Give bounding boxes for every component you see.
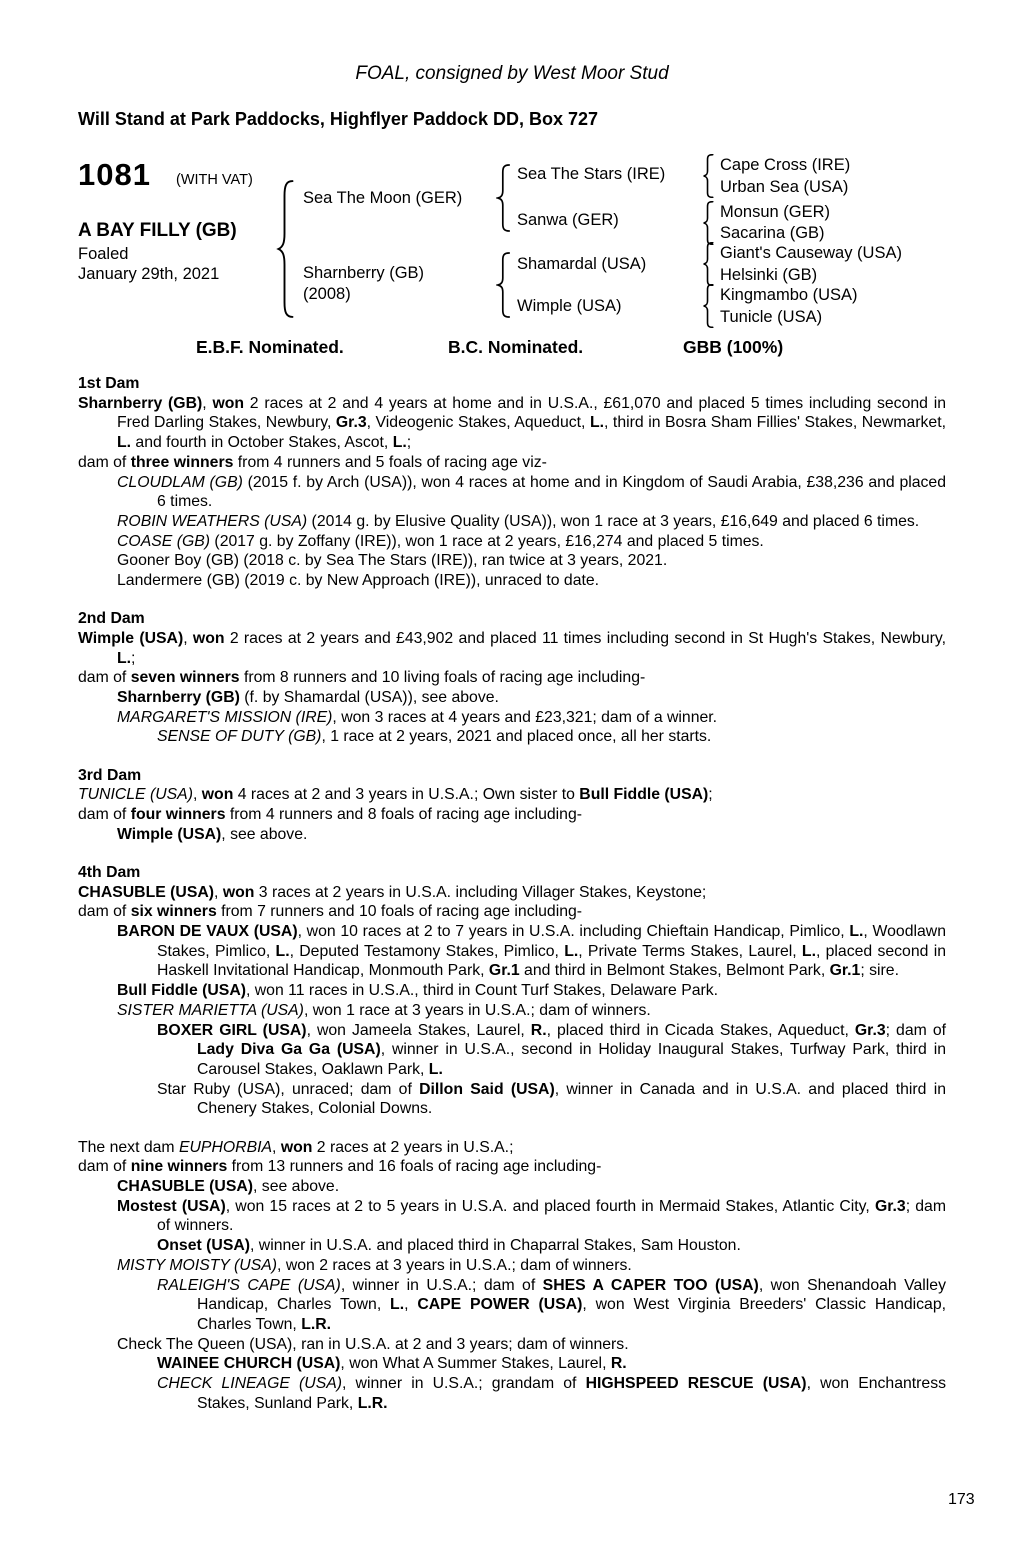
pedigree-paragraph: CHECK LINEAGE (USA), winner in U.S.A.; grandam of HIGHSPEED RESCUE (USA), won Enchantress Stakes, Sunland Park, L.R. bbox=[157, 1375, 947, 1412]
gen2-name-sire-sire: Sea The Stars (IRE) bbox=[517, 165, 666, 183]
section-heading: 3rd Dam bbox=[78, 766, 142, 784]
page-title: FOAL, consigned by West Moor Stud bbox=[355, 63, 669, 84]
pedigree-paragraph: dam of six winners from 7 runners and 10 foals of racing age including- bbox=[78, 903, 583, 921]
section-next-dam bbox=[78, 1138, 946, 1414]
foaled-date: January 29th, 2021 bbox=[78, 265, 220, 283]
pedigree-paragraph: Bull Fiddle (USA), won 11 races in U.S.A., third in Count Turf Stakes, Delaware Park. bbox=[117, 982, 719, 1000]
section-heading: 2nd Dam bbox=[78, 610, 145, 628]
section-second-dam bbox=[78, 609, 946, 747]
sire-name: Sea The Moon (GER) bbox=[303, 189, 463, 207]
pedigree-brace-gen3-a bbox=[702, 154, 715, 198]
pedigree-paragraph: Check The Queen (USA), ran in U.S.A. at 2 and 3 years; dam of winners. bbox=[117, 1335, 629, 1353]
ebf-nomination: E.B.F. Nominated. bbox=[196, 337, 344, 357]
gen3-name: Helsinki (GB) bbox=[720, 266, 818, 284]
section-heading: 4th Dam bbox=[78, 863, 141, 881]
pedigree-paragraph: TUNICLE (USA), won 4 races at 2 and 3 years in U.S.A.; Own sister to Bull Fiddle (USA); bbox=[78, 786, 713, 804]
pedigree-brace-dam bbox=[496, 252, 512, 318]
pedigree-brace-gen3-c bbox=[702, 242, 715, 286]
pedigree-paragraph: dam of seven winners from 8 runners and 10 living foals of racing age including- bbox=[78, 669, 646, 687]
gen3-name: Giant's Causeway (USA) bbox=[720, 244, 902, 262]
pedigree-paragraph: Wimple (USA), see above. bbox=[117, 825, 308, 843]
gen2-name-sire-dam: Sanwa (GER) bbox=[517, 211, 619, 229]
pedigree-brace-sire bbox=[496, 164, 512, 232]
pedigree-paragraph: SENSE OF DUTY (GB), 1 race at 2 years, 2021 and placed once, all her starts. bbox=[157, 728, 712, 746]
pedigree-paragraph: BOXER GIRL (USA), won Jameela Stakes, Laurel, R., placed third in Cicada Stakes, Aqueduct, Gr.3; dam of Lady Diva Ga Ga (USA), winner in U.S.A., second in Holiday Inaugural Stakes, Turfway Park, third in Carousel Stakes, Oaklawn Park, L. bbox=[157, 1021, 947, 1078]
pedigree-paragraph: Landermere (GB) (2019 c. by New Approach (IRE)), unraced to date. bbox=[117, 572, 600, 590]
pedigree-paragraph: RALEIGH'S CAPE (USA), winner in U.S.A.; dam of SHES A CAPER TOO (USA), won Shenandoah Valley Handicap, Charles Town, L., CAPE POWER (USA), won West Virginia Breeders' Classic Handicap, Charles Town, L.R. bbox=[157, 1276, 947, 1333]
pedigree-paragraph: Star Ruby (USA), unraced; dam of Dillon Said (USA), winner in Canada and in U.S.A. and placed third in Chenery Stakes, Colonial Downs. bbox=[157, 1080, 946, 1118]
gen3-name: Sacarina (GB) bbox=[720, 224, 825, 242]
gen3-name: Cape Cross (IRE) bbox=[720, 156, 851, 174]
pedigree-paragraph: Sharnberry (GB), won 2 races at 2 and 4 years at home and in U.S.A., £61,070 and placed 5 times including second in Fred Darling Stakes, Newbury, Gr.3, Videogenic Stakes, Aqueduct, L., third in Bosra Sham Fillies' Stakes, Newmarket, L. and fourth in October Stakes, Ascot, L.; bbox=[78, 394, 946, 452]
pedigree-paragraph: Onset (USA), winner in U.S.A. and placed third in Chaparral Stakes, Sam Houston. bbox=[157, 1237, 741, 1255]
section-fourth-dam bbox=[78, 863, 946, 1119]
section-first-dam bbox=[78, 374, 946, 591]
dam-year: (2008) bbox=[303, 285, 351, 303]
pedigree-paragraph: CHASUBLE (USA), won 3 races at 2 years in U.S.A. including Villager Stakes, Keystone; bbox=[78, 883, 707, 901]
pedigree-paragraph: COASE (GB) (2017 g. by Zoffany (IRE)), won 1 race at 2 years, £16,274 and placed 5 times. bbox=[117, 532, 764, 550]
gbb-nomination: GBB (100%) bbox=[683, 337, 784, 357]
pedigree-paragraph: The next dam EUPHORBIA, won 2 races at 2 years in U.S.A.; bbox=[78, 1138, 514, 1156]
pedigree-paragraph: CLOUDLAM (GB) (2015 f. by Arch (USA)), won 4 races at home and in Kingdom of Saudi Arabia, £38,236 and placed 6 times. bbox=[117, 473, 947, 511]
gen3-name: Urban Sea (USA) bbox=[720, 178, 849, 196]
pedigree-brace-gen1 bbox=[276, 179, 296, 319]
section-third-dam bbox=[78, 766, 946, 845]
vat-note: (WITH VAT) bbox=[176, 172, 253, 188]
pedigree-paragraph: Wimple (USA), won 2 races at 2 years and £43,902 and placed 11 times including second in St Hugh's Stakes, Newbury, L.; bbox=[78, 629, 946, 667]
gen3-name: Monsun (GER) bbox=[720, 203, 831, 221]
pedigree-brace-gen3-b bbox=[702, 201, 715, 245]
pedigree-paragraph: Sharnberry (GB) (f. by Shamardal (USA)), see above. bbox=[117, 689, 499, 707]
gen3-name: Tunicle (USA) bbox=[720, 308, 823, 326]
page-number: 173 bbox=[948, 1491, 975, 1508]
stand-location-line: Will Stand at Park Paddocks, Highflyer Paddock DD, Box 727 bbox=[78, 109, 598, 129]
gen2-name-dam-sire: Shamardal (USA) bbox=[517, 255, 647, 273]
pedigree-paragraph: WAINEE CHURCH (USA), won What A Summer Stakes, Laurel, R. bbox=[157, 1355, 627, 1373]
section-heading: 1st Dam bbox=[78, 375, 140, 392]
gen2-name-dam-dam: Wimple (USA) bbox=[517, 297, 622, 315]
pedigree-paragraph: MARGARET'S MISSION (IRE), won 3 races at 4 years and £23,321; dam of a winner. bbox=[117, 708, 718, 726]
bc-nomination: B.C. Nominated. bbox=[448, 337, 584, 357]
pedigree-paragraph: dam of three winners from 4 runners and 5 foals of racing age viz- bbox=[78, 453, 547, 471]
horse-name: A BAY FILLY (GB) bbox=[78, 220, 237, 241]
pedigree-paragraph: Gooner Boy (GB) (2018 c. by Sea The Stars (IRE)), ran twice at 3 years, 2021. bbox=[117, 552, 668, 570]
lot-number: 1081 bbox=[78, 157, 151, 192]
pedigree-paragraph: BARON DE VAUX (USA), won 10 races at 2 to 7 years in U.S.A. including Chieftain Handicap, Pimlico, L., Woodlawn Stakes, Pimlico, L., Deputed Testamony Stakes, Pimlico, L., Private Terms Stakes, Laurel, L., placed second in Haskell Invitational Handicap, Monmouth Park, Gr.1 and third in Belmont Stakes, Belmont Park, Gr.1; sire. bbox=[117, 923, 946, 980]
pedigree-paragraph: MISTY MOISTY (USA), won 2 races at 3 years in U.S.A.; dam of winners. bbox=[117, 1256, 632, 1274]
pedigree-paragraph: dam of four winners from 4 runners and 8 foals of racing age including- bbox=[78, 806, 582, 824]
pedigree-brace-gen3-d bbox=[702, 284, 715, 328]
pedigree-paragraph: ROBIN WEATHERS (USA) (2014 g. by Elusive Quality (USA)), won 1 race at 3 years, £16,649 and placed 6 times. bbox=[117, 512, 920, 530]
pedigree-paragraph: dam of nine winners from 13 runners and 16 foals of racing age including- bbox=[78, 1158, 602, 1176]
pedigree-text bbox=[78, 374, 946, 1413]
pedigree-paragraph: CHASUBLE (USA), see above. bbox=[117, 1178, 340, 1196]
pedigree-paragraph: Mostest (USA), won 15 races at 2 to 5 years in U.S.A. and placed fourth in Mermaid Stakes, Atlantic City, Gr.3; dam of winners. bbox=[117, 1197, 947, 1235]
gen3-name: Kingmambo (USA) bbox=[720, 286, 858, 304]
pedigree-paragraph: SISTER MARIETTA (USA), won 1 race at 3 years in U.S.A.; dam of winners. bbox=[117, 1001, 651, 1019]
foaled-label: Foaled bbox=[78, 245, 129, 263]
dam-name: Sharnberry (GB) bbox=[303, 264, 425, 282]
